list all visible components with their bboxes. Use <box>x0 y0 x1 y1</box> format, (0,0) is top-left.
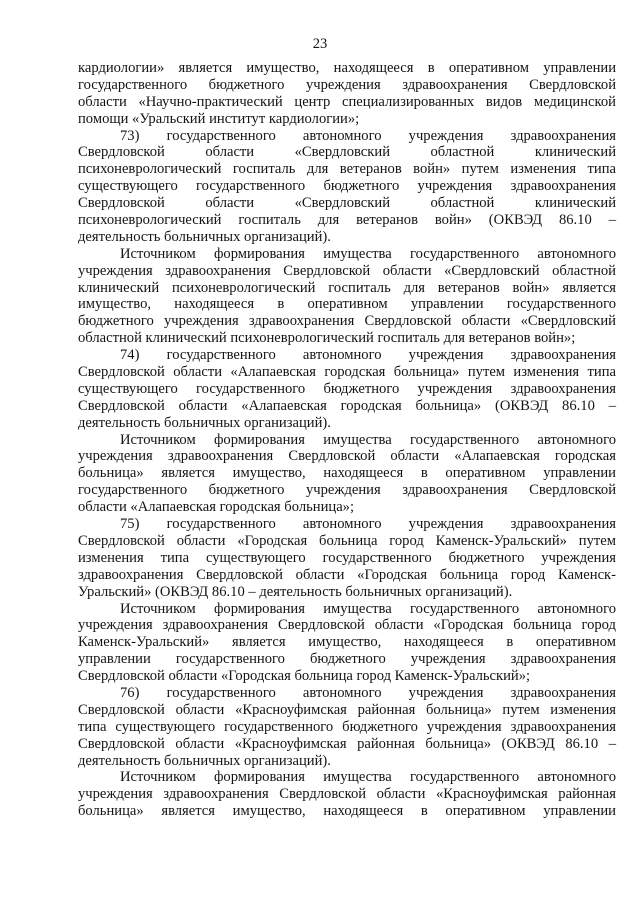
text-line: клинический психоневрологический госпиталь для ветеранов войн» является <box>78 279 616 296</box>
text-line: больница» является имущество, находящееся в оперативном управлении <box>78 803 616 820</box>
text-line: существующего государственного бюджетного учреждения здравоохранения <box>78 380 616 397</box>
text-line: 75) государственного автономного учреждения здравоохранения <box>120 516 616 533</box>
text-line: изменения типа существующего государственного бюджетного учреждения <box>78 549 616 566</box>
text-line: помощи «Уральский институт кардиологии»; <box>78 110 360 127</box>
text-line: учреждения здравоохранения Свердловской области «Свердловский областной <box>78 262 616 279</box>
text-line: Свердловской области «Свердловский областной клинический <box>78 144 616 161</box>
text-line: областной клинический психоневрологический госпиталь для ветеранов войн»; <box>78 330 576 347</box>
text-line: бюджетного учреждения здравоохранения Свердловской области «Свердловский <box>78 313 616 330</box>
text-line: области «Алапаевская городская больница»; <box>78 499 355 516</box>
page-number: 23 <box>312 36 328 52</box>
paragraph <box>78 769 616 820</box>
paragraph <box>78 128 616 246</box>
text-line: Источником формирования имущества государственного автономного <box>120 600 616 617</box>
text-line: Уральский» (ОКВЭД 86.10 – деятельность больничных организаций). <box>78 583 513 600</box>
text-line: Источником формирования имущества государственного автономного <box>120 245 616 262</box>
text-line: Свердловской области «Городская больница город Каменск-Уральский» путем <box>78 532 616 549</box>
text-line: 73) государственного автономного учреждения здравоохранения <box>120 127 616 144</box>
text-line: психоневрологический госпиталь для ветеранов войн» (ОКВЭД 86.10 – <box>78 212 616 229</box>
paragraph <box>78 60 616 128</box>
document-body <box>78 60 616 820</box>
text-line: Свердловской области «Городская больница город Каменск-Уральский»; <box>78 668 531 685</box>
text-line: имущество, находящееся в оперативном управлении государственного <box>78 296 616 313</box>
text-line: учреждения здравоохранения Свердловской области «Красноуфимская районная <box>78 786 616 803</box>
text-line: психоневрологический госпиталь для ветеранов войн» путем изменения типа <box>78 161 616 178</box>
text-line: Свердловской области «Алапаевская городская больница» (ОКВЭД 86.10 – <box>78 397 616 414</box>
text-line: кардиологии» является имущество, находящееся в оперативном управлении <box>78 60 616 76</box>
text-line: Свердловской области «Алапаевская городская больница» путем изменения типа <box>78 364 616 381</box>
text-line: больница» является имущество, находящееся в оперативном управлении <box>78 465 616 482</box>
text-line: Свердловской области «Красноуфимская районная больница» (ОКВЭД 86.10 – <box>78 735 616 752</box>
paragraph <box>78 432 616 516</box>
text-line: Свердловской области «Красноуфимская районная больница» путем изменения <box>78 701 616 718</box>
text-line: области «Научно-практический центр специализированных видов медицинской <box>78 93 616 110</box>
text-line: 74) государственного автономного учреждения здравоохранения <box>120 347 616 364</box>
text-line: Каменск-Уральский» является имущество, находящееся в оперативном <box>78 634 616 651</box>
text-line: Источником формирования имущества государственного автономного <box>120 431 616 448</box>
text-line: Источником формирования имущества государственного автономного <box>120 769 616 786</box>
paragraph <box>78 246 616 347</box>
text-line: деятельность больничных организаций). <box>78 228 331 245</box>
text-line: управлении государственного бюджетного учреждения здравоохранения <box>78 651 616 668</box>
text-line: учреждения здравоохранения Свердловской области «Городская больница город <box>78 617 616 634</box>
text-line: Свердловской области «Свердловский областной клинический <box>78 195 616 212</box>
text-line: типа существующего государственного бюджетного учреждения здравоохранения <box>78 718 616 735</box>
text-line: государственного бюджетного учреждения здравоохранения Свердловской <box>78 76 616 93</box>
text-line: существующего государственного бюджетного учреждения здравоохранения <box>78 178 616 195</box>
paragraph <box>78 347 616 431</box>
text-line: деятельность больничных организаций). <box>78 752 331 769</box>
paragraph <box>78 601 616 685</box>
paragraph <box>78 516 616 600</box>
paragraph <box>78 685 616 769</box>
text-line: деятельность больничных организаций). <box>78 414 331 431</box>
text-line: учреждения здравоохранения Свердловской области «Алапаевская городская <box>78 448 616 465</box>
text-line: здравоохранения Свердловской области «Городская больница город Каменск- <box>78 566 616 583</box>
text-line: государственного бюджетного учреждения здравоохранения Свердловской <box>78 482 616 499</box>
text-line: 76) государственного автономного учреждения здравоохранения <box>120 684 616 701</box>
